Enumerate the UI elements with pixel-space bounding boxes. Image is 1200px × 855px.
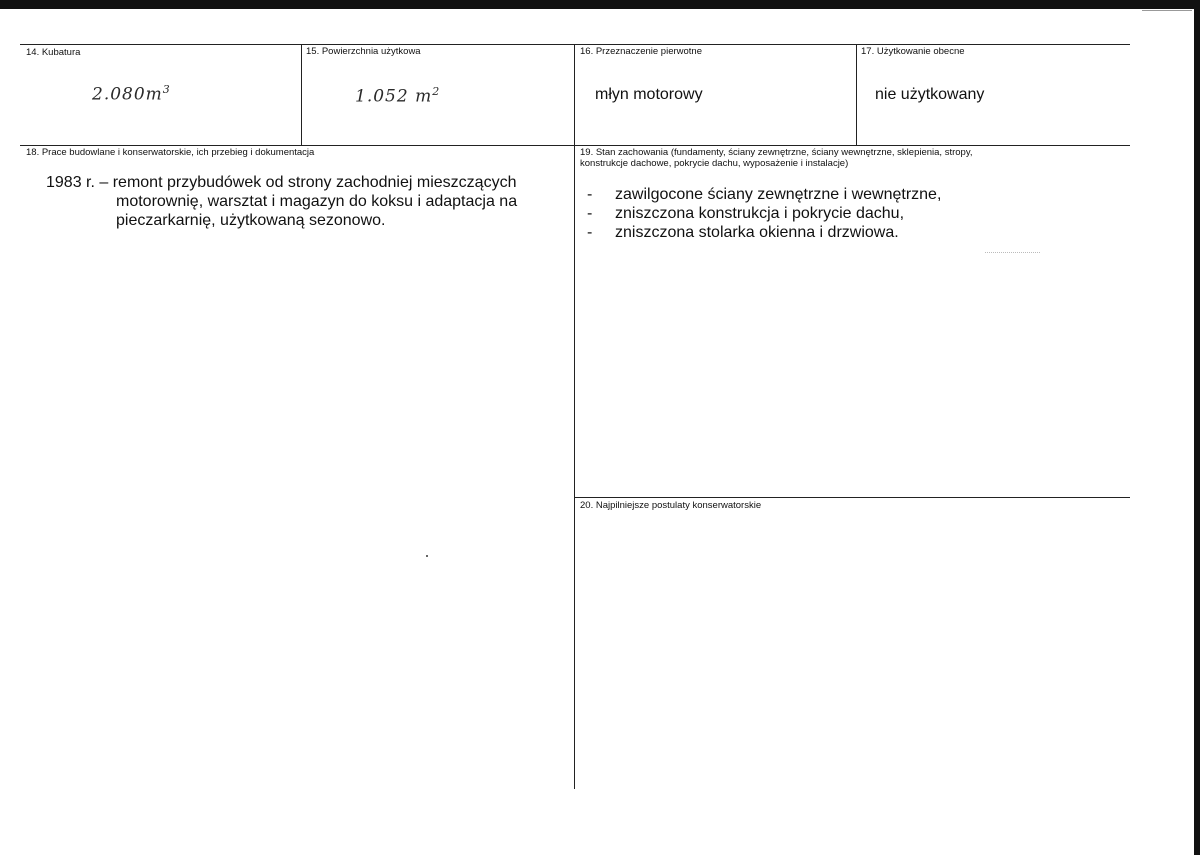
form-line-field20 bbox=[574, 497, 1130, 498]
field-14-label: 14. Kubatura bbox=[26, 47, 81, 58]
field-17-label: 17. Użytkowanie obecne bbox=[861, 46, 965, 57]
field-18-line-2: motorownię, warsztat i magazyn do koksu i adaptacja na bbox=[116, 193, 518, 210]
field-14-value-sup: 3 bbox=[162, 83, 171, 96]
field-20-label: 20. Najpilniejsze postulaty konserwatorskie bbox=[580, 500, 762, 511]
scan-border-right bbox=[1194, 0, 1200, 855]
scan-speck bbox=[426, 555, 428, 557]
condition-item bbox=[587, 223, 1107, 242]
dash-bullet: - bbox=[587, 205, 593, 222]
condition-item-text: zniszczona konstrukcja i pokrycie dachu, bbox=[615, 205, 905, 222]
condition-item bbox=[587, 185, 1107, 204]
condition-item-text: zniszczona stolarka okienna i drzwiowa. bbox=[615, 224, 899, 241]
field-19-list bbox=[587, 185, 1107, 242]
field-14-value bbox=[92, 83, 171, 105]
dash-bullet: - bbox=[587, 186, 593, 203]
field-15-value-sup: 2 bbox=[432, 85, 441, 98]
field-15-label: 15. Powierzchnia użytkowa bbox=[306, 46, 421, 57]
scan-dotted-mark bbox=[985, 252, 1040, 254]
field-18-text bbox=[46, 173, 571, 230]
field-14-value-main: 2.080m bbox=[92, 84, 163, 105]
field-15-value bbox=[355, 85, 440, 107]
field-18-line-1: 1983 r. – remont przybudówek od strony zachodniej mieszczących bbox=[46, 174, 517, 191]
condition-item bbox=[587, 204, 1107, 223]
field-16-value: młyn motorowy bbox=[595, 86, 703, 103]
field-19-label-line-1: 19. Stan zachowania (fundamenty, ściany zewnętrzne, ściany wewnętrzne, sklepienia, stropy, bbox=[580, 147, 973, 158]
form-line-top bbox=[20, 44, 1130, 45]
field-19-label-line-2: konstrukcje dachowe, pokrycie dachu, wyposażenie i instalacje) bbox=[580, 158, 849, 169]
form-divider-15 bbox=[301, 44, 302, 145]
scan-edge-mark bbox=[1142, 10, 1192, 11]
field-19-label bbox=[580, 147, 1128, 169]
field-17-value: nie użytkowany bbox=[875, 86, 985, 103]
field-18-label: 18. Prace budowlane i konserwatorskie, ich przebieg i dokumentacja bbox=[26, 147, 315, 158]
field-15-value-main: 1.052 m bbox=[355, 86, 433, 107]
form-divider-main bbox=[574, 44, 575, 789]
form-line-row2 bbox=[20, 145, 1130, 146]
form-divider-17 bbox=[856, 44, 857, 145]
field-16-label: 16. Przeznaczenie pierwotne bbox=[580, 46, 702, 57]
scan-border-top bbox=[0, 0, 1200, 9]
condition-item-text: zawilgocone ściany zewnętrzne i wewnętrzne, bbox=[615, 186, 942, 203]
dash-bullet: - bbox=[587, 224, 593, 241]
field-18-line-3: pieczarkarnię, użytkowaną sezonowo. bbox=[116, 212, 386, 229]
